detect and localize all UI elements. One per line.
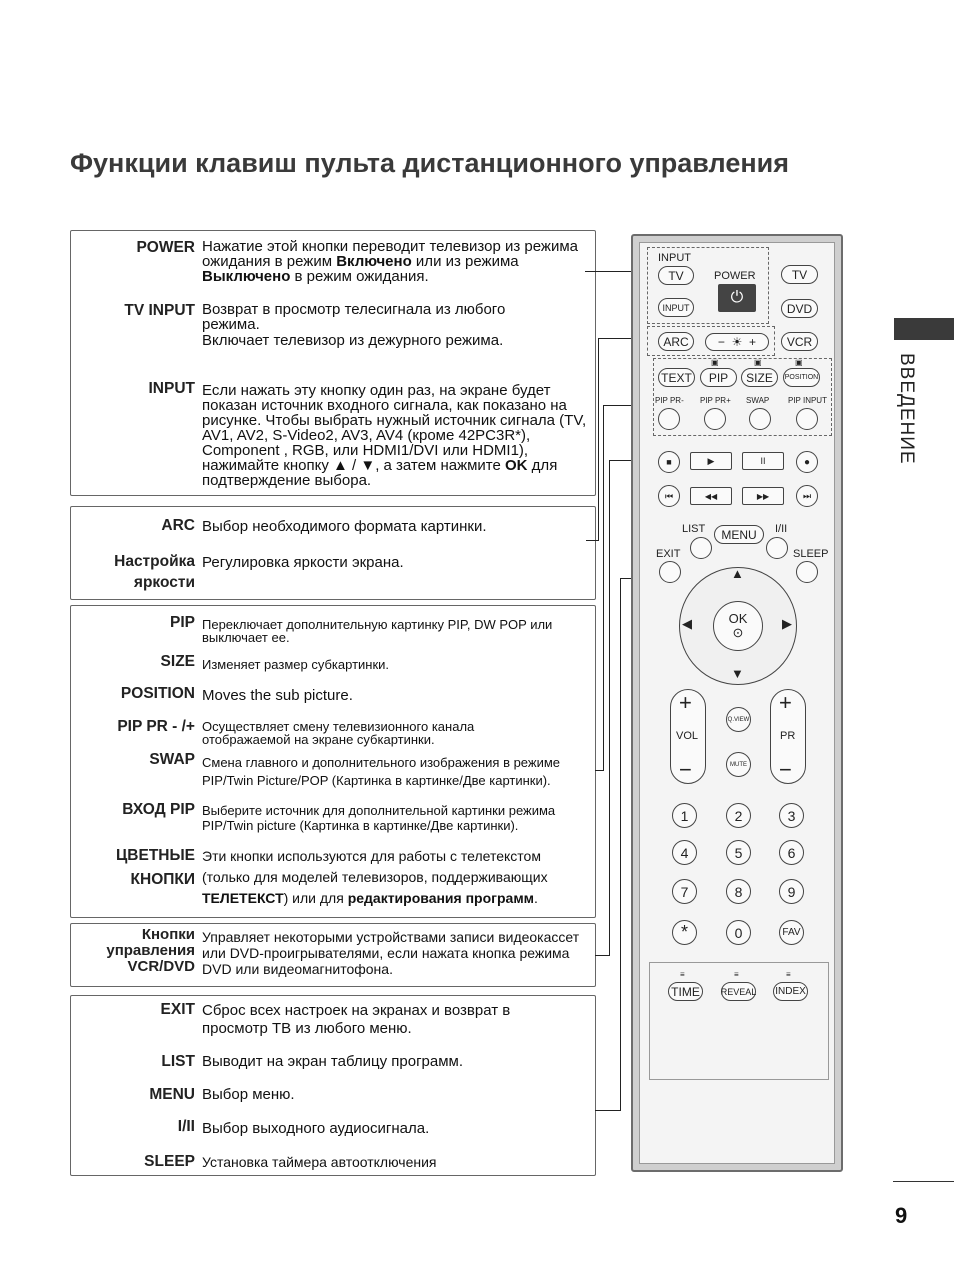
desc-pip-pr: Осуществляет смену телевизионного канала отображаемой на экране субкартинки. — [202, 719, 475, 747]
key-list: LIST — [161, 1053, 195, 1070]
digit-7-button[interactable]: 7 — [672, 879, 697, 904]
group-exit-sleep — [70, 995, 596, 1176]
key-pip-pr: PIP PR - /+ — [117, 718, 195, 735]
section-tab — [894, 318, 954, 340]
previous-button[interactable]: ⏮ — [658, 485, 680, 507]
program-down-icon[interactable]: − — [779, 757, 792, 782]
index-icon: ≡ — [786, 970, 791, 979]
desc-pip: Переключает дополнительную картинку PIP, DW POP или выключает ее. — [202, 617, 553, 645]
key-power: POWER — [136, 239, 195, 256]
key-brightness: Настройка яркости — [114, 553, 195, 591]
pip-icon: ▣ — [795, 358, 803, 367]
right-arrow-icon[interactable]: ▶ — [782, 616, 792, 631]
desc-menu: Выбор меню. — [202, 1086, 295, 1103]
dvd-button[interactable]: DVD — [781, 299, 818, 318]
key-sleep: SLEEP — [144, 1153, 195, 1170]
key-input: INPUT — [148, 380, 195, 397]
desc-i-ii: Выбор выходного аудиосигнала. — [202, 1120, 430, 1137]
record-button[interactable]: ● — [796, 451, 818, 473]
pip-button[interactable]: PIP — [700, 368, 737, 387]
vcr-button[interactable]: VCR — [781, 332, 818, 351]
pip-input-label: PIP INPUT — [788, 396, 827, 405]
text-button[interactable]: TEXT — [658, 368, 695, 387]
key-arc: ARC — [161, 517, 195, 534]
key-tv-input: TV INPUT — [124, 302, 195, 319]
mute-button[interactable]: MUTE — [726, 752, 751, 777]
qview-button[interactable]: Q.VIEW — [726, 707, 751, 732]
volume-up-icon[interactable]: + — [679, 690, 692, 715]
power-button[interactable]: ⏻ — [718, 284, 756, 312]
pip-input-button[interactable] — [796, 408, 818, 430]
page-divider — [893, 1181, 954, 1182]
ok-label: OK — [728, 611, 748, 626]
pip-icon: ▣ — [711, 358, 719, 367]
page-number: 9 — [895, 1203, 908, 1228]
group-pip-color — [70, 605, 596, 918]
fast-forward-button[interactable]: ▶▶ — [742, 487, 784, 505]
desc-vcr-dvd: Управляет некоторыми устройствами записи видеокассет или DVD-проигрывателями, если нажата кнопка режима DVD или видеомагнитофона. — [202, 929, 580, 977]
desc-arc: Выбор необходимого формата картинки. — [202, 518, 487, 535]
fav-button[interactable]: FAV — [779, 920, 804, 945]
next-button[interactable]: ⏭ — [796, 485, 818, 507]
i-ii-button[interactable] — [766, 537, 788, 559]
key-position: POSITION — [120, 685, 195, 702]
connector-vcr-v — [609, 460, 610, 956]
down-arrow-icon[interactable]: ▼ — [731, 666, 744, 681]
page-title: Функции клавиш пульта дистанционного управления — [70, 148, 790, 178]
sleep-label: SLEEP — [793, 548, 829, 560]
key-exit: EXIT — [160, 1001, 195, 1018]
plus-icon: + — [749, 335, 757, 349]
key-i-ii: I/II — [177, 1118, 195, 1135]
digit-2-button[interactable]: 2 — [726, 803, 751, 828]
desc-sleep: Установка таймера автоотключения — [202, 1154, 437, 1170]
power-label: POWER — [714, 270, 756, 282]
ok-icon: ⊙ — [732, 625, 744, 640]
index-button[interactable]: INDEX — [773, 982, 808, 1001]
star-button[interactable]: * — [672, 920, 697, 945]
reveal-icon: ≡ — [734, 970, 739, 979]
group-vcr-dvd — [70, 923, 596, 987]
exit-button[interactable] — [659, 561, 681, 583]
position-button[interactable]: POSITION — [783, 368, 820, 387]
pip-pr-plus-button[interactable] — [704, 408, 726, 430]
exit-label: EXIT — [656, 548, 681, 560]
play-button[interactable]: ▶ — [690, 452, 732, 470]
digit-8-button[interactable]: 8 — [726, 879, 751, 904]
key-size: SIZE — [160, 653, 195, 670]
digit-9-button[interactable]: 9 — [779, 879, 804, 904]
pip-pr-minus-button[interactable] — [658, 408, 680, 430]
desc-tv-input-2: Включает телевизор из дежурного режима. — [202, 332, 504, 349]
desc-input: Если нажать эту кнопку один раз, на экране будет показан источник входного сигнала, как показано на рисунке. Чтобы выбрать нужный источник сигнала (TV, AV1, AV2, S-Video2, AV3, AV4 (кроме 42PC3R*), Component , RGB, или HDMI1/DVI или HDMI1), нажимайте кнопку ▲ / ▼, а затем нажмите OK для подтверждение выбора. — [202, 382, 587, 489]
connector-menu-v — [620, 578, 621, 1111]
digit-5-button[interactable]: 5 — [726, 840, 751, 865]
key-swap: SWAP — [149, 751, 195, 768]
program-label: PR — [780, 730, 796, 742]
swap-label: SWAP — [746, 396, 770, 405]
digit-4-button[interactable]: 4 — [672, 840, 697, 865]
brightness-rocker[interactable] — [705, 333, 769, 351]
list-label: LIST — [682, 523, 706, 535]
key-pip-input: ВХОД PIP — [122, 801, 195, 818]
volume-down-icon[interactable]: − — [679, 757, 692, 782]
arc-button[interactable]: ARC — [658, 332, 694, 351]
rewind-button[interactable]: ◀◀ — [690, 487, 732, 505]
desc-swap: Смена главного и дополнительного изображения в режиме PIP/Twin Picture/POP (Картинка в картинке/Две картинки). — [202, 755, 561, 788]
key-pip: PIP — [170, 614, 195, 631]
desc-exit: Сброс всех настроек на экранах и возврат в просмотр ТВ из любого меню. — [202, 1002, 511, 1037]
group-power-input — [70, 230, 596, 496]
left-arrow-icon[interactable]: ◀ — [682, 616, 692, 631]
connector-pip-v — [603, 405, 604, 771]
digit-6-button[interactable]: 6 — [779, 840, 804, 865]
key-menu: MENU — [149, 1086, 195, 1103]
pip-icon: ▣ — [754, 358, 762, 367]
tv-button[interactable]: TV — [781, 265, 818, 284]
input-button[interactable]: INPUT — [658, 298, 694, 317]
time-button[interactable]: TIME — [668, 982, 703, 1001]
desc-position: Moves the sub picture. — [202, 687, 353, 704]
group-arc-brightness — [70, 506, 596, 600]
input-label: INPUT — [658, 252, 691, 264]
size-button[interactable]: SIZE — [741, 368, 778, 387]
connector-vcr — [595, 955, 609, 956]
minus-icon: − — [717, 335, 725, 349]
reveal-button[interactable]: REVEAL — [721, 982, 756, 1001]
key-vcr-dvd: Кнопки управления VCR/DVD — [106, 926, 195, 975]
pause-button[interactable]: II — [742, 452, 784, 470]
digit-0-button[interactable]: 0 — [726, 920, 751, 945]
digit-3-button[interactable]: 3 — [779, 803, 804, 828]
sleep-button[interactable] — [796, 561, 818, 583]
pip-pr-minus-label: PIP PR- — [655, 396, 684, 405]
list-button[interactable] — [690, 537, 712, 559]
up-arrow-icon[interactable]: ▲ — [731, 566, 744, 581]
cover-panel — [649, 962, 829, 1080]
connector-pip — [595, 770, 603, 771]
brightness-icon: ☀ — [731, 335, 743, 349]
stop-button[interactable]: ■ — [658, 451, 680, 473]
desc-color-buttons: Эти кнопки используются для работы с телетекстом (только для моделей телевизоров, поддерживающих ТЕЛЕТЕКСТ) или для редактирования программ. — [202, 848, 548, 906]
volume-label: VOL — [676, 730, 699, 742]
time-icon: ≡ — [680, 970, 685, 979]
desc-size: Изменяет размер субкартинки. — [202, 657, 390, 672]
connector-arc-v — [598, 338, 599, 541]
i-ii-label: I/II — [775, 523, 788, 535]
desc-power: Нажатие этой кнопки переводит телевизор из режима ожидания в режим Включено или из режима Выключено в режим ожидания. — [202, 238, 579, 285]
section-label: ВВЕДЕНИЕ — [896, 353, 917, 465]
program-up-icon[interactable]: + — [779, 690, 792, 715]
tv-input-button[interactable]: TV — [658, 266, 694, 285]
ok-button[interactable] — [713, 601, 763, 651]
desc-tv-input: Возврат в просмотр телесигнала из любого режима. — [202, 301, 506, 333]
menu-button[interactable]: MENU — [714, 525, 764, 544]
swap-button[interactable] — [749, 408, 771, 430]
key-color-buttons: ЦВЕТНЫЕ КНОПКИ — [115, 847, 195, 888]
pip-pr-plus-label: PIP PR+ — [700, 396, 731, 405]
desc-brightness: Регулировка яркости экрана. — [202, 554, 404, 571]
connector-menu — [595, 1110, 620, 1111]
desc-list: Выводит на экран таблицу программ. — [202, 1053, 464, 1070]
desc-pip-input: Выберите источник для дополнительной картинки режима PIP/Twin picture (Картинка в картинке/Две картинки). — [202, 803, 556, 833]
digit-1-button[interactable]: 1 — [672, 803, 697, 828]
